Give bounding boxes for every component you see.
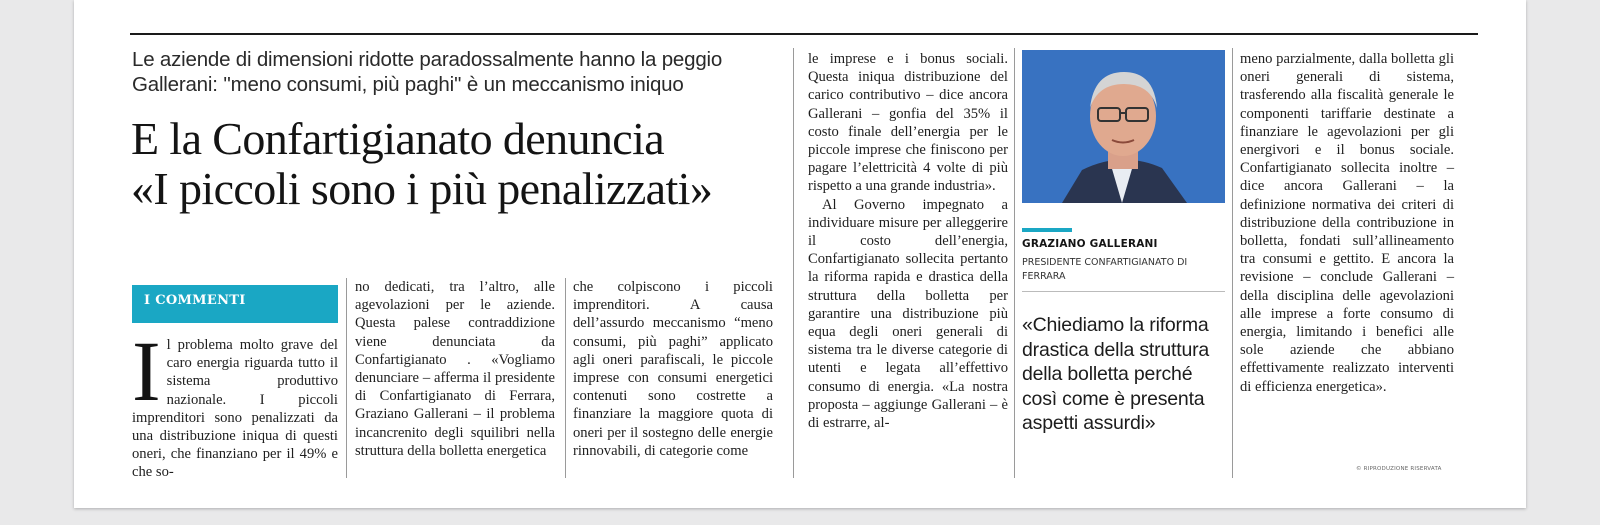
column-divider	[793, 48, 794, 478]
article-subhead	[132, 47, 782, 97]
subhead-line-1: Le aziende di dimensioni ridotte paradossalmente hanno la peggio	[132, 48, 723, 71]
portrait-illustration	[1022, 50, 1225, 203]
article-column-4	[808, 50, 1008, 432]
article-headline	[131, 114, 791, 214]
pull-quote: «Chiediamo la riforma drastica della struttura della bolletta perché così come è presenta aspetti assurdi»	[1022, 314, 1210, 435]
caption-role: PRESIDENTE CONFARTIGIANATO DI FERRARA	[1022, 257, 1188, 282]
section-label: I COMMENTI	[144, 293, 246, 308]
column-divider	[565, 278, 566, 478]
column-divider	[1014, 48, 1015, 478]
top-rule	[130, 33, 1478, 35]
drop-cap: I	[132, 323, 161, 419]
section-label-bar	[132, 285, 338, 323]
column-2-text: no dedicati, tra l’altro, alle agevolazioni per le aziende. Questa palese contraddizione viene denunciata da Confartigianato . «Vogliamo denunciare – afferma il presidente di Confartigianato di Ferrara, Graziano Gallerani – il problema incancrenito degli squilibri nella struttura della bolletta energetica	[355, 279, 555, 459]
column-4-paragraph-1: le imprese e i bonus sociali. Questa iniqua distribuzione del carico contributivo – dice ancora Gallerani – gonfia del 35% il costo finale dell’energia per le piccole imprese che finiscono per pagare l’elettricità 4 volte di più rispetto a una grande industria».	[808, 51, 1008, 195]
column-3-text: che colpiscono i piccoli imprenditori. A causa dell’assurdo meccanismo “meno consumi, più paghi” applicato agli oneri parafiscali, le piccole imprese con consumi energetici contenuti sono costrette a finanziare la maggiore quota di oneri per il sostegno delle energie rinnovabili, di categorie come	[573, 279, 773, 459]
article-column-1	[132, 323, 338, 482]
article-column-2	[355, 278, 555, 460]
column-divider	[1232, 48, 1233, 478]
article-column-5	[1240, 50, 1454, 396]
portrait-photo	[1022, 50, 1225, 203]
article-column-3	[573, 278, 773, 460]
column-1-text: l problema molto grave del caro energia riguarda tutto il sistema produttivo nazionale. I piccoli imprenditori sono penalizzati da una distribuzione iniqua di questi oneri, che finanziano per il 49% e che so-	[132, 337, 338, 481]
headline-line-1: E la Confartigianato denuncia	[131, 113, 665, 164]
copyright-notice: © RIPRODUZIONE RISERVATA	[1356, 466, 1442, 472]
column-divider	[346, 278, 347, 478]
subhead-line-2: Gallerani: ''meno consumi, più paghi'' è un meccanismo iniquo	[132, 73, 684, 96]
caption-rule	[1022, 291, 1225, 292]
column-5-text: meno parzialmente, dalla bolletta gli oneri generali di sistema, trasferendo alla fiscalità generale le componenti tariffarie destinate a finanziare le agevolazioni per gli energivori e il bonus sociale. Confartigianato sollecita inoltre – dice ancora Gallerani – la definizione normativa dei criteri di distribuzione della contribuzione in bolletta, fondati sull’allineamento tra consumi e gettito. E ancora la revisione – conclude Gallerani – della disciplina delle agevolazioni alle imprese a forte consumo di energia, limitando i benefici alle sole aziende che abbiano effettivamente realizzato interventi di efficienza energetica».	[1240, 51, 1454, 395]
caption-accent-bar	[1022, 228, 1072, 232]
headline-line-2: «I piccoli sono i più penalizzati»	[131, 163, 713, 214]
caption-name: GRAZIANO GALLERANI	[1022, 238, 1158, 250]
column-4-paragraph-2: Al Governo impegnato a individuare misure per alleggerire il costo dell’energia, Confartigianato sollecita pertanto la riforma rapida e drastica della struttura della bolletta per garantire una distribuzione più equa degli oneri generali di sistema tra le diverse categorie di utenti e legata all’effettivo consumo di energia. «La nostra proposta – aggiunge Gallerani – è di estrarre, al-	[808, 196, 1008, 432]
